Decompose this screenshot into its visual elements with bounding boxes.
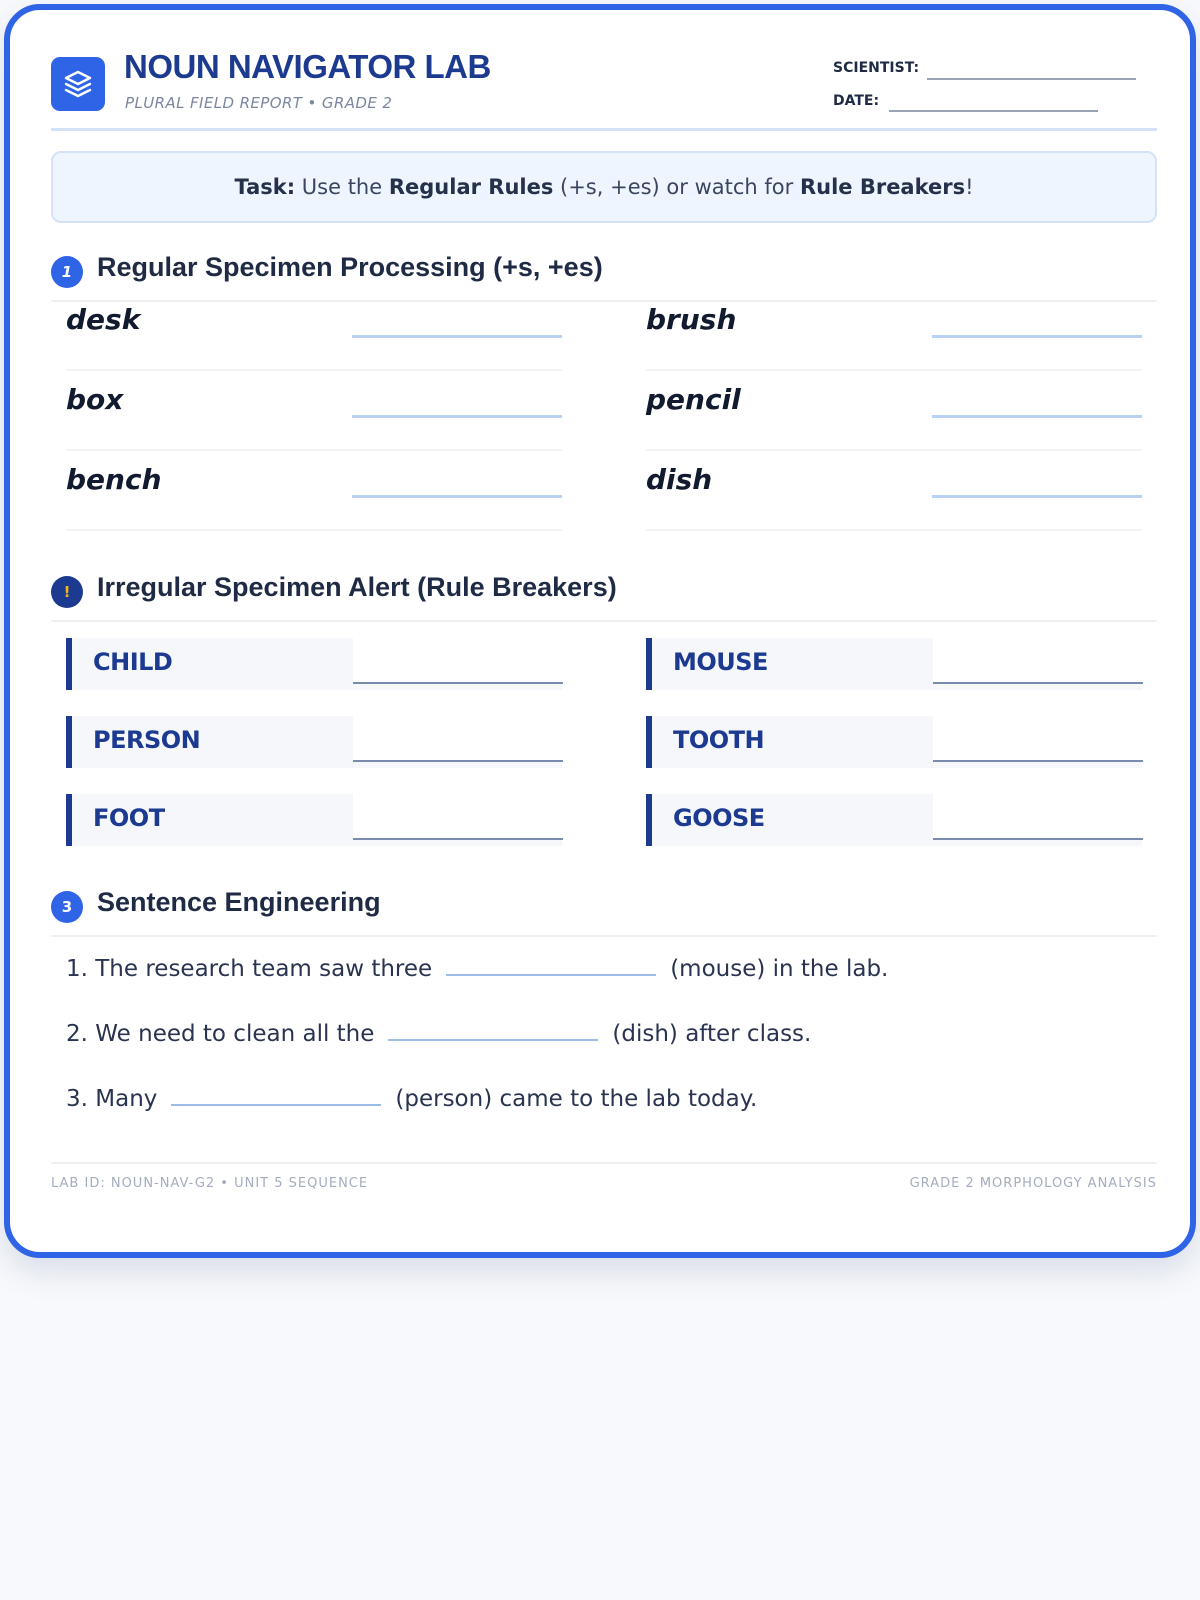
regular-word: bench [66,463,162,496]
regular-row [646,371,1142,451]
section-sentence-heading [51,887,1157,937]
irregular-word: CHILD [93,648,173,676]
plural-answer-line[interactable] [352,415,562,418]
regular-row [646,291,1142,371]
plural-answer-field[interactable] [933,794,1143,840]
worksheet-card [4,4,1196,1258]
task-instructions [51,151,1157,223]
plural-answer-field[interactable] [933,716,1143,762]
page-title: NOUN NAVIGATOR LAB [124,48,491,85]
irregular-row [66,638,562,690]
regular-word: brush [646,303,737,336]
regular-word: dish [646,463,713,496]
footer-divider [51,1162,1157,1164]
scientist-field[interactable] [927,78,1136,80]
sentence-blank[interactable] [446,974,656,976]
irregular-word: MOUSE [673,648,768,676]
section-title: Irregular Specimen Alert (Rule Breakers) [97,572,617,602]
plural-answer-line[interactable] [932,415,1142,418]
plural-answer-line[interactable] [932,495,1142,498]
plural-answer-line[interactable] [352,495,562,498]
task-rule-breakers: Rule Breakers [799,175,966,199]
plural-answer-field[interactable] [353,794,563,840]
regular-row [66,451,562,531]
alert-icon: ! [51,576,83,608]
sentence-after: (dish) after class. [612,1021,812,1047]
irregular-word: GOOSE [673,804,765,832]
irregular-row [646,638,1142,690]
scientist-label: SCIENTIST: [833,60,920,76]
plural-answer-field[interactable] [353,716,563,762]
sentence-after: (mouse) in the lab. [670,956,889,982]
task-text-2: (+s, +es) or watch for [553,175,800,199]
sentence-before: 1. The research team saw three [66,956,433,982]
task-text-3: ! [965,175,974,199]
task-regular-rules: Regular Rules [388,175,554,199]
footer-lab-id: LAB ID: NOUN-NAV-G2 • UNIT 5 SEQUENCE [51,1176,369,1191]
date-label: DATE: [833,93,880,109]
date-field[interactable] [889,110,1098,112]
regular-row [66,291,562,371]
irregular-word: PERSON [93,726,201,754]
irregular-word: TOOTH [673,726,765,754]
section-irregular-heading [51,572,1157,622]
sentence-blank[interactable] [171,1104,381,1106]
sentence-item [66,1021,811,1047]
sentence-blank[interactable] [388,1039,598,1041]
task-text-1: Use the [295,175,389,199]
plural-answer-field[interactable] [933,638,1143,684]
regular-word: pencil [646,383,741,416]
sentence-before: 3. Many [66,1086,158,1112]
layers-icon [51,57,105,111]
section-number-badge: 1 [51,256,83,288]
task-label: Task: [234,175,296,199]
irregular-row [66,794,562,846]
section-title: Regular Specimen Processing (+s, +es) [97,252,603,282]
plural-answer-field[interactable] [353,638,563,684]
sentence-item [66,956,888,982]
regular-row [66,371,562,451]
irregular-row [646,794,1142,846]
sentence-before: 2. We need to clean all the [66,1021,375,1047]
section-number-badge: 3 [51,891,83,923]
sentence-item [66,1086,757,1112]
regular-row [646,451,1142,531]
header-divider [51,128,1157,131]
irregular-word: FOOT [93,804,165,832]
page-subtitle: PLURAL FIELD REPORT • GRADE 2 [125,94,393,112]
irregular-row [66,716,562,768]
regular-word: desk [66,303,141,336]
section-title: Sentence Engineering [97,887,381,917]
sentence-after: (person) came to the lab today. [395,1086,758,1112]
plural-answer-line[interactable] [932,335,1142,338]
regular-word: box [66,383,124,416]
plural-answer-line[interactable] [352,335,562,338]
footer-course: GRADE 2 MORPHOLOGY ANALYSIS [909,1176,1157,1191]
irregular-row [646,716,1142,768]
